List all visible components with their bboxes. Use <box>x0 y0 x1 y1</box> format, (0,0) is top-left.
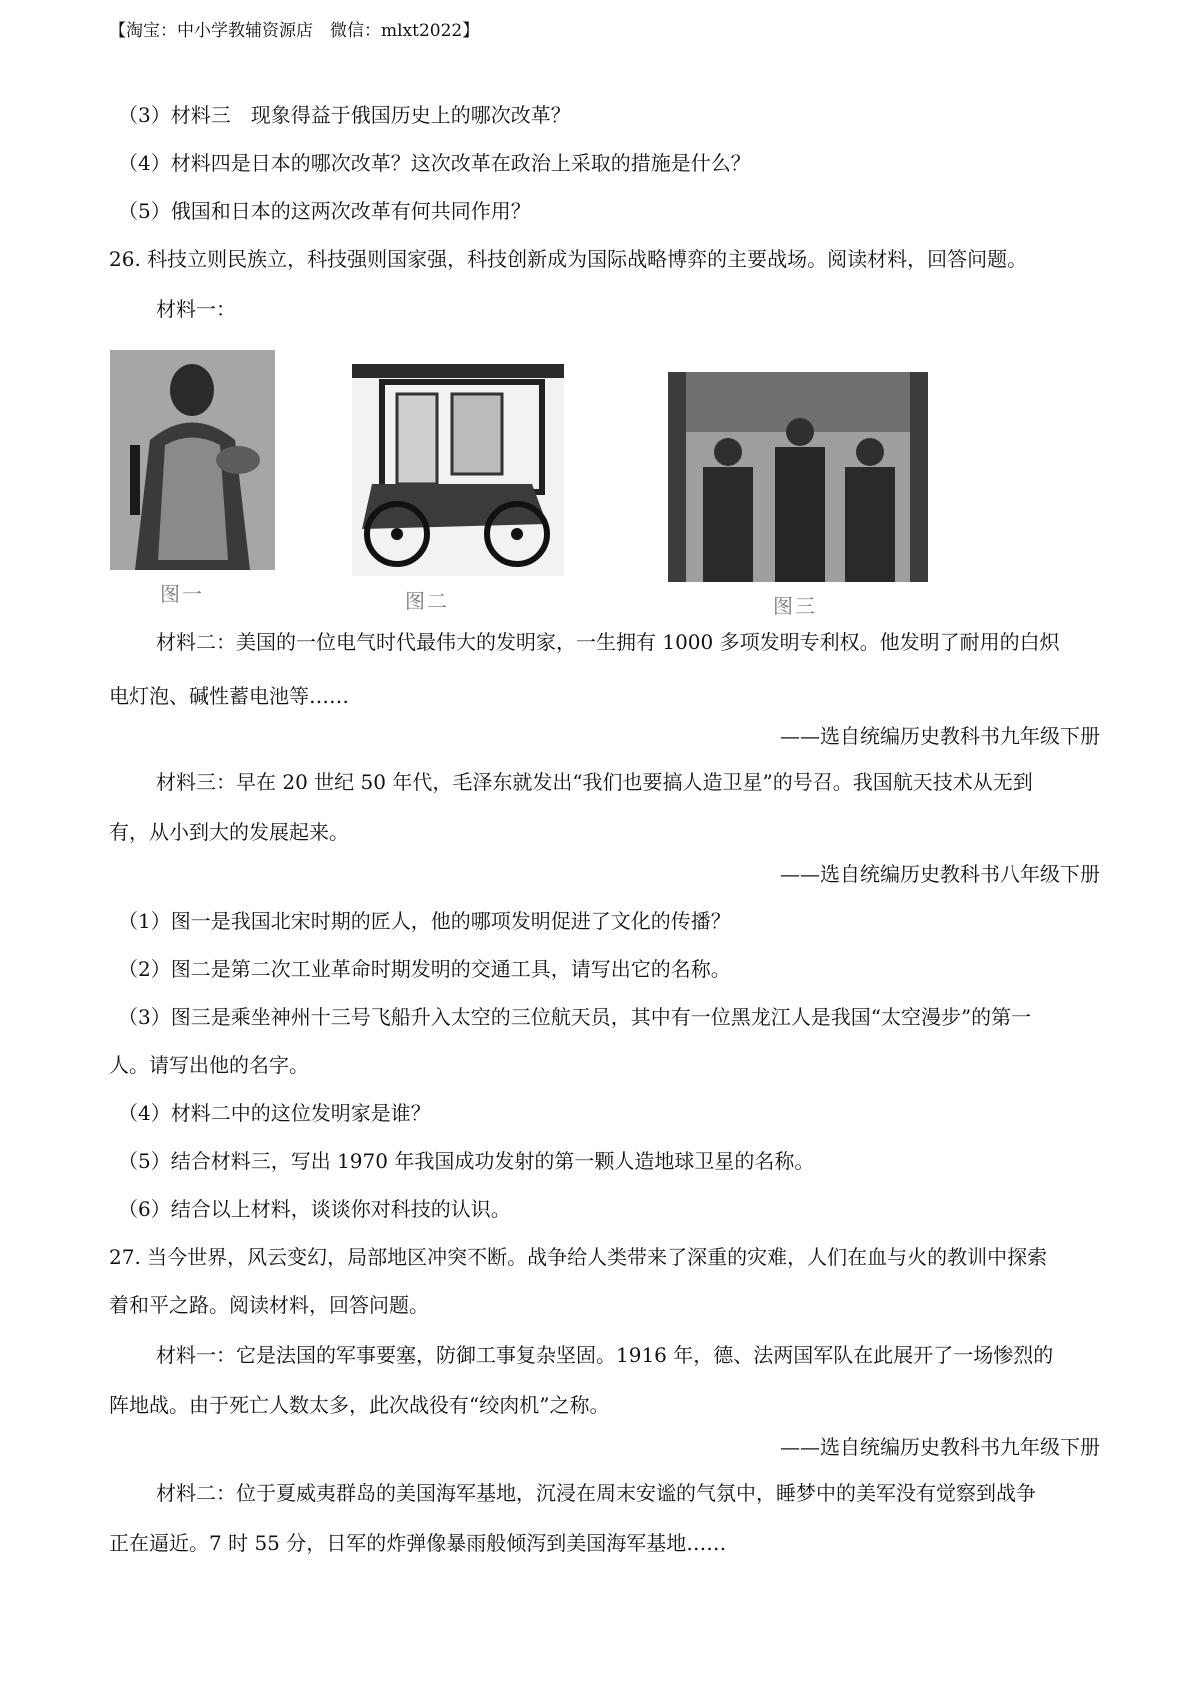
q26-sub4: （4）材料二中的这位发明家是谁？ <box>118 1101 431 1125</box>
q26-sub6: （6）结合以上材料，谈谈你对科技的认识。 <box>118 1197 511 1221</box>
q25-sub5: （5）俄国和日本的这两次改革有何共同作用？ <box>118 199 531 223</box>
q26-sub5: （5）结合材料三，写出 1970 年我国成功发射的第一颗人造地球卫星的名称。 <box>118 1149 815 1173</box>
q25-sub3: （3）材料三 现象得益于俄国历史上的哪次改革？ <box>118 103 571 127</box>
q26-material2-source: ——选自统编历史教科书九年级下册 <box>780 724 1100 748</box>
page-header: 【淘宝：中小学教辅资源店 微信：mlxt2022】 <box>109 21 480 41</box>
q26-stem: 26. 科技立则民族立，科技强则国家强，科技创新成为国际战略博弈的主要战场。阅读材料，回答问题。 <box>109 247 1028 271</box>
q27-material1-line2: 阵地战。由于死亡人数太多，此次战役有“绞肉机”之称。 <box>109 1393 610 1417</box>
q26-sub3-line1: （3）图三是乘坐神州十三号飞船升入太空的三位航天员，其中有一位黑龙江人是我国“太空漫步”的第一 <box>118 1005 1032 1029</box>
q26-material3-line2: 有，从小到大的发展起来。 <box>109 820 349 844</box>
q26-material2-line1: 材料二：美国的一位电气时代最伟大的发明家，一生拥有 1000 多项发明专利权。他发明了耐用的白炽 <box>156 630 1060 654</box>
figure-1-craftsman-image <box>110 350 275 570</box>
q25-sub4: （4）材料四是日本的哪次改革？这次改革在政治上采取的措施是什么？ <box>118 151 751 175</box>
q26-material3-line1: 材料三：早在 20 世纪 50 年代，毛泽东就发出“我们也要搞人造卫星”的号召。我国航天技术从无到 <box>156 770 1033 794</box>
q27-material1-source: ——选自统编历史教科书九年级下册 <box>780 1435 1100 1459</box>
q27-stem-line1: 27. 当今世界，风云变幻，局部地区冲突不断。战争给人类带来了深重的灾难，人们在血与火的教训中探索 <box>109 1245 1048 1269</box>
figure-3-caption: 图三 <box>773 594 817 618</box>
q26-sub1: （1）图一是我国北宋时期的匠人，他的哪项发明促进了文化的传播？ <box>118 909 731 933</box>
figure-3-astronauts-image <box>668 372 928 582</box>
q26-material1-label: 材料一： <box>156 297 236 321</box>
q26-sub3-line2: 人。请写出他的名字。 <box>109 1053 309 1077</box>
q27-material1-line1: 材料一：它是法国的军事要塞，防御工事复杂坚固。1916 年，德、法两国军队在此展开了一场惨烈的 <box>156 1343 1054 1367</box>
q26-sub2: （2）图二是第二次工业革命时期发明的交通工具，请写出它的名称。 <box>118 957 731 981</box>
figure-2-caption: 图二 <box>405 589 449 613</box>
q27-material2-line1: 材料二：位于夏威夷群岛的美国海军基地，沉浸在周末安谧的气氛中，睡梦中的美军没有觉察到战争 <box>156 1481 1036 1505</box>
q26-material3-source: ——选自统编历史教科书八年级下册 <box>780 862 1100 886</box>
figure-2-automobile-image <box>352 364 564 576</box>
q26-material2-line2: 电灯泡、碱性蓄电池等…… <box>109 684 349 708</box>
figure-1-caption: 图一 <box>160 582 204 606</box>
q27-stem-line2: 着和平之路。阅读材料，回答问题。 <box>109 1293 429 1317</box>
q27-material2-line2: 正在逼近。7 时 55 分，日军的炸弹像暴雨般倾泻到美国海军基地…… <box>109 1531 727 1555</box>
